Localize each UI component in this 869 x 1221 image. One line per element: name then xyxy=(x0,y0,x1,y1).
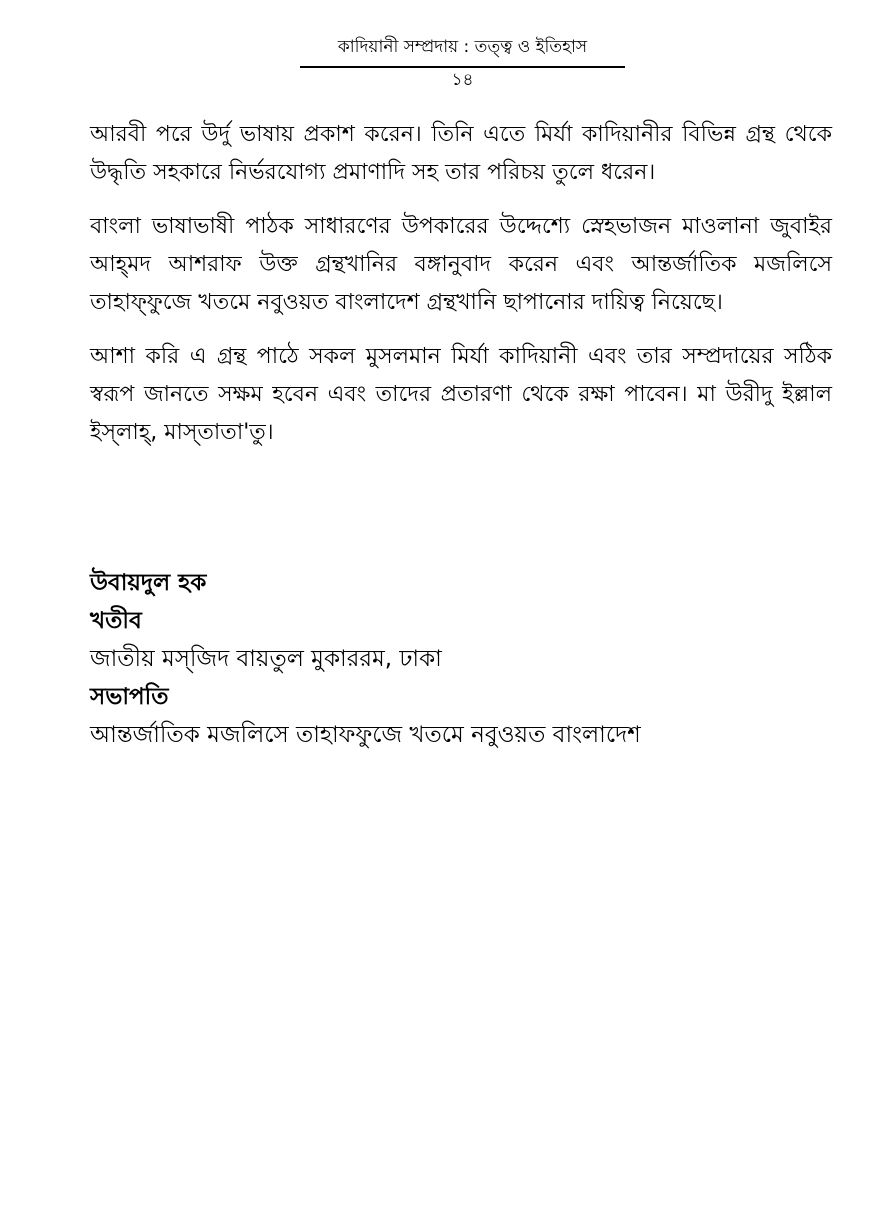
paragraph-1: আরবী পরে উর্দু ভাষায় প্রকাশ করেন। তিনি এতে মির্যা কাদিয়ানীর বিভিন্ন গ্রন্থ থেকে উদ্ধৃতি সহকারে নির্ভরযোগ্য প্রমাণাদি সহ তার পরিচয় তুলে ধরেন। xyxy=(90,122,832,185)
page-number: ১৪ xyxy=(451,70,474,90)
signatory-title-president: সভাপতি xyxy=(90,684,169,710)
signatory-org-mosque: জাতীয় মস্‌জিদ বায়তুল মুকাররম, ঢাকা xyxy=(90,646,442,672)
signatory-title-khatib: খতীব xyxy=(90,608,142,634)
signatory-org-majlis: আন্তর্জাতিক মজলিসে তাহাফফুজে খতমে নবুওয়ত বাংলাদেশ xyxy=(90,722,641,748)
signature-block xyxy=(90,564,832,754)
signatory-name: উবায়দুল হক xyxy=(90,570,207,596)
body-text xyxy=(90,116,832,468)
paragraph-3: আশা করি এ গ্রন্থ পাঠে সকল মুসলমান মির্যা কাদিয়ানী এবং তার সম্প্রদায়ের সঠিক স্বরূপ জানতে সক্ষম হবেন এবং তাদের প্রতারণা থেকে রক্ষা পাবেন। মা উরীদু ইল্লাল ইস্‌লাহ্‌, মাস্‌তাতা'তু। xyxy=(90,344,832,445)
paragraph-2: বাংলা ভাষাভাষী পাঠক সাধারণের উপকারের উদ্দেশ্যে স্নেহভাজন মাওলানা জুবাইর আহ্‌মদ আশরাফ উক্ত গ্রন্থখানির বঙ্গানুবাদ করেন এবং আন্তর্জাতিক মজলিসে তাহাফ্‌ফুজে খতমে নবুওয়ত বাংলাদেশ গ্রন্থখানি ছাপানোর দায়িত্ব নিয়েছে। xyxy=(90,214,832,315)
header-rule xyxy=(300,66,625,68)
running-header: কাদিয়ানী সম্প্রদায় : তত্ত্ব ও ইতিহাস xyxy=(337,37,588,57)
